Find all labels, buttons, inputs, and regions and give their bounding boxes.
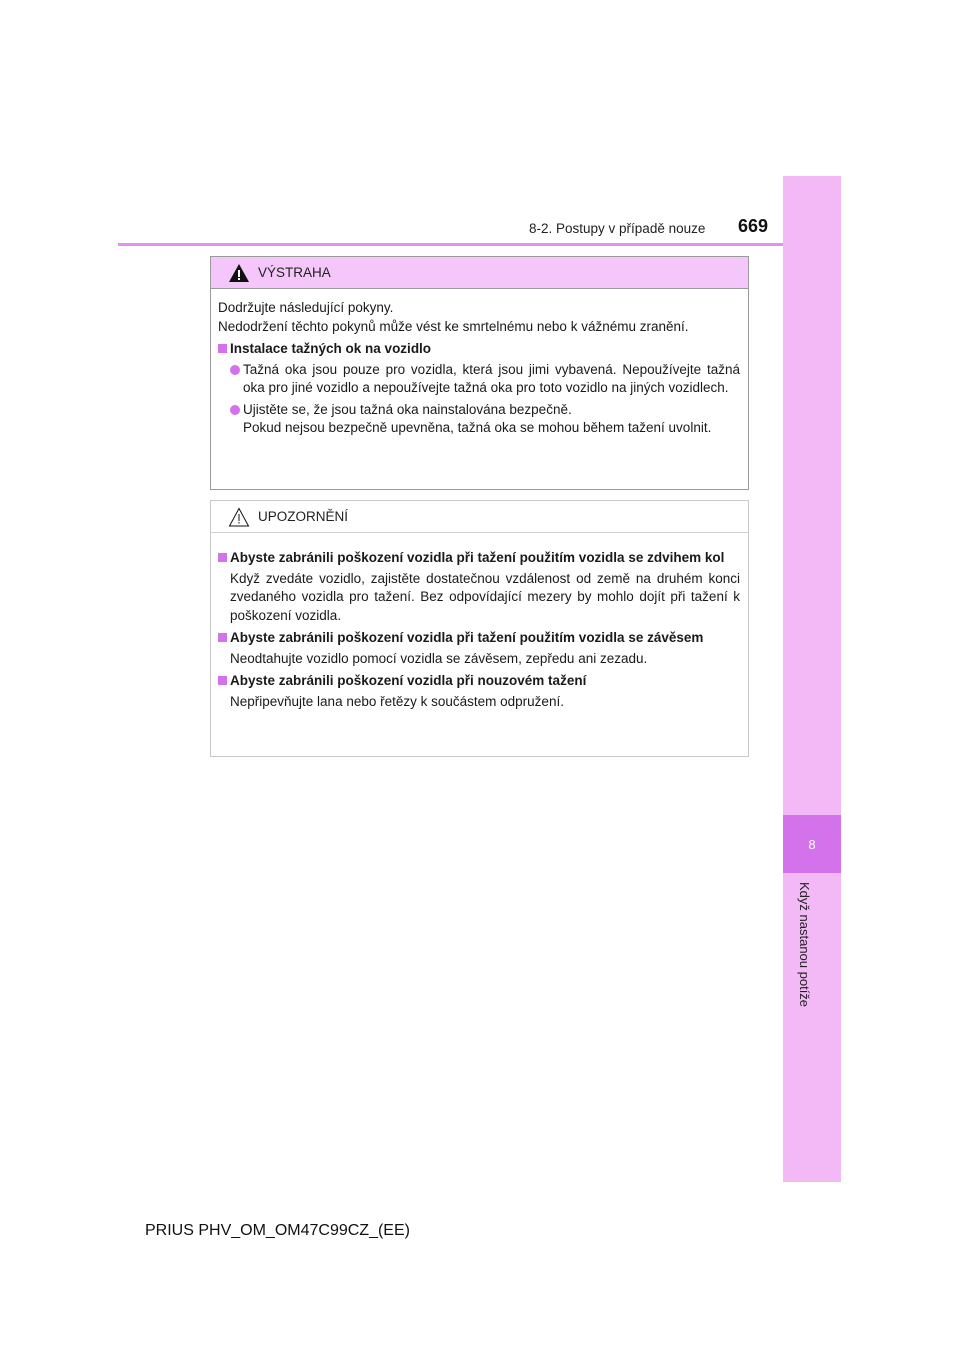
circle-bullet-icon (230, 365, 240, 375)
warning-triangle-icon (228, 263, 250, 283)
warning-title: VÝSTRAHA (258, 265, 331, 280)
page-number: 669 (738, 216, 769, 236)
notice-section-text: Když zvedáte vozidlo, zajistěte dostatečnou vzdálenost od země na druhém konci zvedaného vozidla pro tažení. Bez odpovídající mezery by mohlo dojít při tažení k poškození vozidla. (230, 570, 740, 623)
warning-intro-2: Nedodržení těchto pokynů může vést ke smrtelnému nebo k vážnému zranění. (218, 318, 689, 334)
warning-body (211, 289, 748, 438)
chapter-title: Když nastanou potíže (797, 882, 812, 1008)
square-bullet-icon (218, 344, 227, 353)
chapter-number-tab (783, 815, 841, 873)
notice-title: UPOZORNĚNÍ (258, 509, 349, 524)
document-code: PRIUS PHV_OM_OM47C99CZ_(EE) (145, 1222, 410, 1239)
warning-bullet: Ujistěte se, že jsou tažná oka nainstalována bezpečně. Pokud nejsou bezpečně upevněna, tažná oka se mohou během tažení uvolnit. (218, 401, 740, 438)
warning-intro-1: Dodržujte následující pokyny. (218, 300, 394, 315)
square-bullet-icon (218, 676, 227, 685)
notice-body (211, 533, 748, 711)
warning-box (210, 256, 749, 490)
warning-section-title: Instalace tažných ok na vozidlo (218, 340, 740, 359)
notice-section-title: Abyste zabránili poškození vozidla při tažení použitím vozidla se zdvihem kol (218, 549, 740, 568)
circle-bullet-icon (230, 405, 240, 415)
square-bullet-icon (218, 633, 227, 642)
notice-section-text: Neodtahujte vozidlo pomocí vozidla se závěsem, zepředu ani zezadu. (230, 650, 648, 666)
warning-header (211, 257, 748, 289)
square-bullet-icon (218, 553, 227, 562)
notice-section-title: Abyste zabránili poškození vozidla při tažení použitím vozidla se závěsem (218, 629, 740, 648)
notice-box (210, 500, 749, 757)
header-rule (118, 243, 841, 246)
warning-bullet: Tažná oka jsou pouze pro vozidla, která jsou jimi vybavená. Nepoužívejte tažná oka pro jiné vozidlo a nepoužívejte tažná oka pro toto vozidlo na jiných vozidlech. (218, 361, 740, 398)
notice-section-text: Nepřipevňujte lana nebo řetězy k součástem odpružení. (230, 693, 564, 709)
notice-header (211, 501, 748, 533)
notice-section-title: Abyste zabránili poškození vozidla při nouzovém tažení (218, 672, 740, 691)
section-header: 8-2. Postupy v případě nouze (529, 221, 706, 236)
chapter-side-tab (783, 176, 841, 1182)
chapter-number: 8 (808, 836, 816, 852)
caution-triangle-icon (228, 507, 250, 527)
